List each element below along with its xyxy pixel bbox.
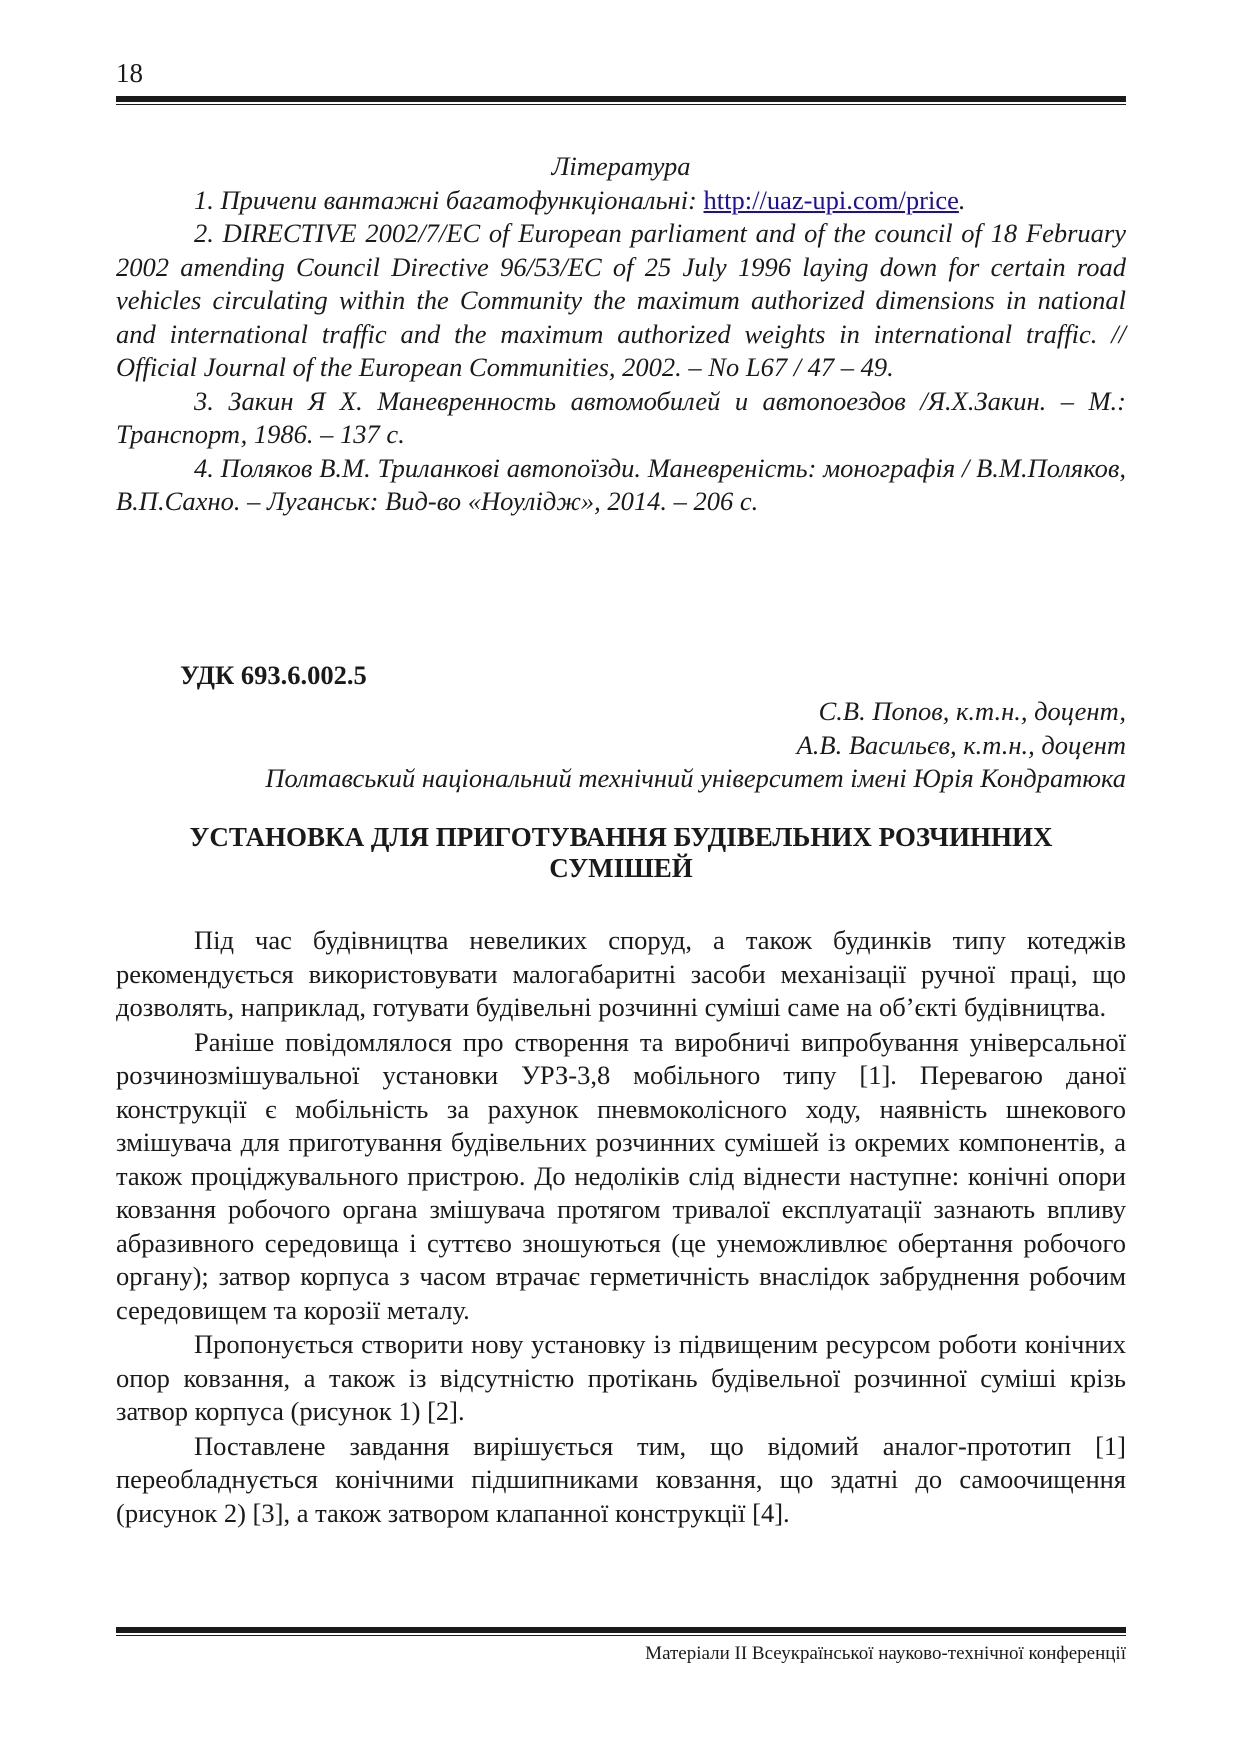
author-line: С.В. Попов, к.т.н., доцент, [818,696,1126,726]
reference-punct: . [958,184,966,215]
page-number: 18 [116,58,143,88]
reference-item [116,184,1126,218]
body-paragraph: Пропонується створити нову установку із підвищеним ресурсом роботи конічних опор ковзання, а також із відсутністю протікань будівельної розчинної суміші крізь затвор корпуса (рисунок 1) [2]. [116,1329,1126,1426]
references-section [116,150,1126,519]
reference-link[interactable]: http://uaz-upi.com/price [703,184,959,215]
author-block [116,695,1126,796]
references-title: Література [551,151,691,181]
footer-rule-thin [116,1635,1126,1636]
footer-text: Матеріали ІІ Всеукраїнської науково-технічної конференції [645,1643,1126,1664]
reference-item: 4. Поляков В.М. Триланкові автопоїзди. Маневреність: монографія / В.М.Поляков, В.П.Сахно. – Луганськ: Вид-во «Ноулідж», 2014. – 206 с. [116,452,1126,516]
header-rule-thin [116,104,1126,105]
reference-item: 3. Закин Я Х. Маневренность автомобилей и автопоездов /Я.Х.Закин. – М.: Транспорт, 1986. – 137 с. [116,385,1126,449]
body-paragraph: Поставлене завдання вирішується тим, що відомий аналог-прототип [1] переобладнується конічними підшипниками ковзання, що здатні до самоочищення (рисунок 2) [3], а також затвором клапанної конструкції [4]. [116,1430,1126,1528]
article-body [116,924,1126,1531]
article-title [116,822,1126,884]
body-paragraph: Раніше повідомлялося про створення та виробничі випробування універсальної розчинозмішувальної установки УРЗ-3,8 мобільного типу [1]. Перевагою даної конструкції є мобільність за рахунок пневмоколісного ходу, наявність шнекового змішувача для приготування будівельних розчинних сумішей із окремих компонентів, а також проціджувального пристрою. До недоліків слід віднести наступне: конічні опори ковзання робочого органа змішувача протягом тривалої експлуатації зазнають впливу абразивного середовища і суттєво зношуються (це унеможливлює обертання робочого органу); затвор корпуса з часом втрачає герметичність внаслідок забруднення робочим середовищем та корозії металу. [116,1026,1126,1325]
udk-code: УДК 693.6.002.5 [180,660,367,690]
footer-rule [116,1627,1126,1633]
affiliation: Полтавський національний технічний університет імені Юрія Кондратюка [265,763,1126,793]
header-rule [116,96,1126,102]
reference-text: 1. Причепи вантажні багатофункціональні: [194,184,704,215]
article-title-line: УСТАНОВКА ДЛЯ ПРИГОТУВАННЯ БУДІВЕЛЬНИХ РОЗЧИННИХ [189,822,1053,852]
article-title-line: СУМІШЕЙ [549,853,693,883]
body-paragraph: Під час будівництва невеликих споруд, а також будинків типу котеджів рекомендується використовувати малогабаритні засоби механізації ручної праці, що дозволять, наприклад, готувати будівельні розчинні суміші саме на об’єкті будівництва. [116,925,1126,1022]
author-line: А.В. Васильєв, к.т.н., доцент [796,729,1126,760]
reference-item: 2. DIRECTIVE 2002/7/EC of European parliament and of the council of 18 February 2002 amending Council Directive 96/53/EC of 25 July 1996 laying down for certain road vehicles circulating within the Community the maximum authorized dimensions in national and international traffic and the maximum authorized weights in international traffic. // Official Journal of the European Communities, 2002. – No L67 / 47 – 49. [116,218,1126,382]
